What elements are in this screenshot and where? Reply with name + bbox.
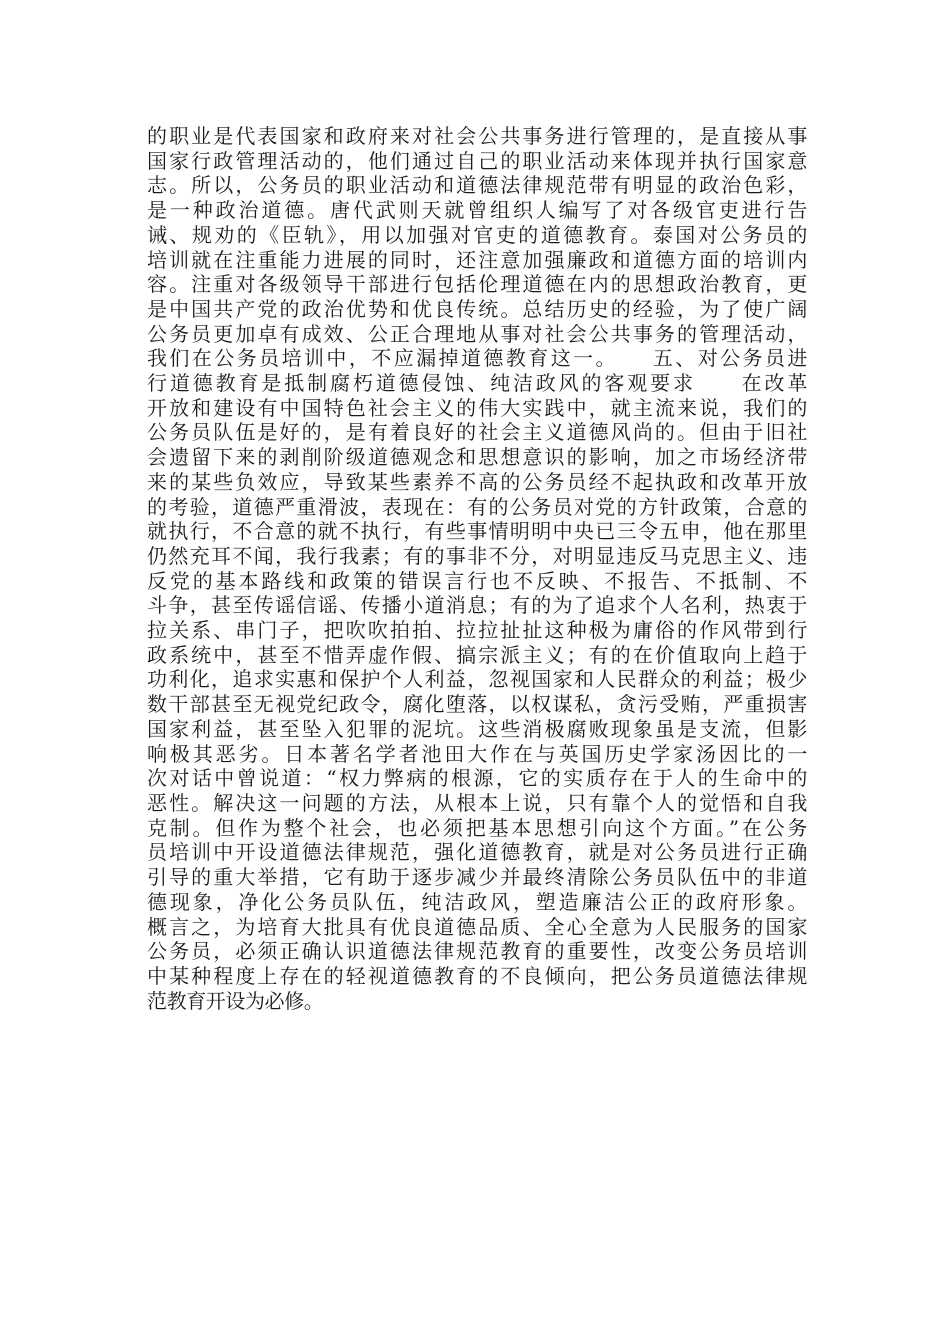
text-line: 克制。但作为整个社会，也必须把基本思想引向这个方面。”在公务 (147, 815, 807, 840)
text-line: 行道德教育是抵制腐朽道德侵蚀、纯洁政风的客观要求 在改革 (147, 371, 807, 396)
text-line: 恶性。解决这一问题的方法，从根本上说，只有靠个人的觉悟和自我 (147, 790, 807, 815)
text-line: 开放和建设有中国特色社会主义的伟大实践中，就主流来说，我们的 (147, 395, 807, 420)
text-line: 是中国共产党的政治优势和优良传统。总结历史的经验，为了使广阔 (147, 296, 807, 321)
text-line: 的职业是代表国家和政府来对社会公共事务进行管理的，是直接从事 (147, 124, 807, 148)
text-line: 斗争，甚至传谣信谣、传播小道消息；有的为了追求个人名利，热衷于 (147, 593, 807, 618)
text-line: 数干部甚至无视党纪政令，腐化堕落，以权谋私，贪污受贿，严重损害 (147, 692, 807, 717)
text-line: 政系统中，甚至不惜弄虚作假、搞宗派主义；有的在价值取向上趋于 (147, 642, 807, 667)
text-line: 反党的基本路线和政策的错误言行也不反映、不报告、不抵制、不 (147, 568, 807, 593)
body-text (147, 124, 807, 1013)
text-line: 中某种程度上存在的轻视道德教育的不良倾向，把公务员道德法律规 (147, 963, 807, 988)
text-line: 引导的重大举措，它有助于逐步减少并最终清除公务员队伍中的非道 (147, 865, 807, 890)
text-line: 次对话中曾说道：“权力弊病的根源，它的实质存在于人的生命中的 (147, 766, 807, 791)
text-line: 员培训中开设道德法律规范，强化道德教育，就是对公务员进行正确 (147, 840, 807, 865)
text-line: 就执行，不合意的就不执行，有些事情明明中央已三令五申，他在那里 (147, 519, 807, 544)
text-line: 德现象，净化公务员队伍，纯洁政风，塑造廉洁公正的政府形象。 (147, 889, 807, 914)
text-line: 响极其恶劣。日本著名学者池田大作在与英国历史学家汤因比的一 (147, 741, 807, 766)
text-line: 范教育开设为必修。 (147, 988, 324, 1013)
text-line: 公务员，必须正确认识道德法律规范教育的重要性，改变公务员培训 (147, 939, 807, 964)
text-line: 志。所以，公务员的职业活动和道德法律规范带有明显的政治色彩， (147, 173, 807, 198)
text-line: 容。注重对各级领导干部进行包括伦理道德在内的思想政治教育，更 (147, 272, 807, 297)
text-line: 国家行政管理活动的，他们通过自己的职业活动来体现并执行国家意 (147, 148, 807, 173)
text-line: 功利化，追求实惠和保护个人利益，忽视国家和人民群众的利益；极少 (147, 667, 807, 692)
text-line: 公务员更加卓有成效、公正合理地从事对社会公共事务的管理活动， (147, 321, 807, 346)
text-line: 诫、规劝的《臣轨》，用以加强对官吏的道德教育。泰国对公务员的 (147, 222, 807, 247)
text-line: 会遗留下来的剥削阶级道德观念和思想意识的影响，加之市场经济带 (147, 445, 807, 470)
text-line: 来的某些负效应，导致某些素养不高的公务员经不起执政和改革开放 (147, 469, 807, 494)
text-line: 概言之，为培育大批具有优良道德品质、全心全意为人民服务的国家 (147, 914, 807, 939)
text-line: 国家利益，甚至坠入犯罪的泥坑。这些消极腐败现象虽是支流，但影 (147, 716, 807, 741)
text-line: 培训就在注重能力进展的同时，还注意加强廉政和道德方面的培训内 (147, 247, 807, 272)
text-line: 的考验，道德严重滑波，表现在：有的公务员对党的方针政策，合意的 (147, 494, 807, 519)
text-line: 拉关系、串门子，把吹吹拍拍、拉拉扯扯这种极为庸俗的作风带到行 (147, 618, 807, 643)
text-line: 是一种政治道德。唐代武则天就曾组织人编写了对各级官吏进行告 (147, 198, 807, 223)
text-line: 仍然充耳不闻，我行我素；有的事非不分，对明显违反马克思主义、违 (147, 543, 807, 568)
text-line: 我们在公务员培训中，不应漏掉道德教育这一。 五、对公务员进 (147, 346, 807, 371)
text-line: 公务员队伍是好的，是有着良好的社会主义道德风尚的。但由于旧社 (147, 420, 807, 445)
